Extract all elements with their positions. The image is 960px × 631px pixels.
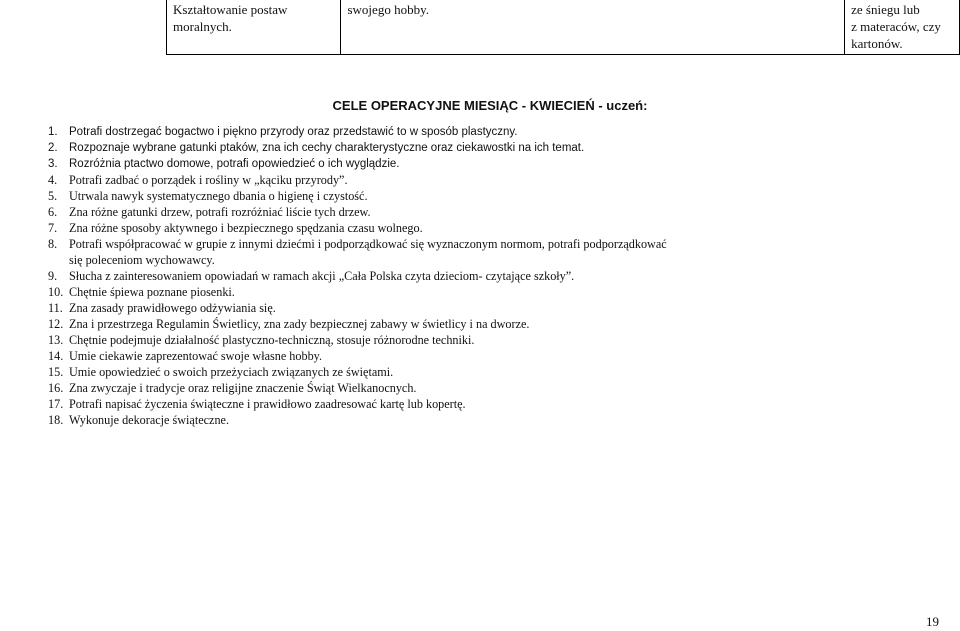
goal-item bbox=[48, 188, 667, 204]
goal-text: Zna różne gatunki drzew, potrafi rozróżniać liście tych drzew. bbox=[69, 205, 371, 219]
goal-item bbox=[48, 300, 667, 316]
goal-number: 13. bbox=[48, 333, 64, 347]
goal-item bbox=[48, 156, 667, 172]
goal-item bbox=[48, 220, 667, 236]
goal-text: Utrwala nawyk systematycznego dbania o higienę i czystość. bbox=[69, 189, 368, 203]
goal-text: Potrafi dostrzegać bogactwo i piękno przyrody oraz przedstawić to w sposób plastyczny. bbox=[69, 126, 518, 138]
goal-item bbox=[48, 412, 667, 428]
goal-number: 10. bbox=[48, 285, 64, 299]
goal-text: Chętnie podejmuje działalność plastyczno-techniczną, stosuje różnorodne techniki. bbox=[69, 333, 475, 347]
table-cell-3 bbox=[845, 0, 960, 55]
goal-number: 9. bbox=[48, 269, 58, 283]
goal-item bbox=[48, 252, 667, 268]
goal-text: Rozpoznaje wybrane gatunki ptaków, zna ich cechy charakterystyczne oraz ciekawostki na ich temat. bbox=[69, 142, 585, 154]
section-heading: CELE OPERACYJNE MIESIĄC - KWIECIEŃ - uczeń: bbox=[332, 98, 648, 113]
goal-number: 11. bbox=[48, 301, 63, 315]
goal-item bbox=[48, 140, 667, 156]
cell-text: z materaców, czy bbox=[851, 19, 941, 34]
table-cell-2 bbox=[341, 0, 845, 55]
goal-text: Zna różne sposoby aktywnego i bezpiecznego spędzania czasu wolnego. bbox=[69, 221, 423, 235]
goal-item bbox=[48, 284, 667, 300]
goals-list bbox=[48, 124, 667, 428]
goal-number: 2. bbox=[48, 142, 58, 154]
goal-item bbox=[48, 380, 667, 396]
cell-text: kartonów. bbox=[851, 36, 903, 51]
goal-text: Potrafi współpracować w grupie z innymi dziećmi i podporządkować się wyznaczonym normom, potrafi podporządkować bbox=[69, 237, 667, 251]
goal-item bbox=[48, 396, 667, 412]
goal-item bbox=[48, 348, 667, 364]
cell-text: ze śniegu lub bbox=[851, 2, 920, 17]
goal-number: 6. bbox=[48, 205, 58, 219]
goal-number: 12. bbox=[48, 317, 64, 331]
goal-text: Rozróżnia ptactwo domowe, potrafi opowiedzieć o ich wyglądzie. bbox=[69, 158, 400, 170]
goal-text: się poleceniom wychowawcy. bbox=[69, 253, 215, 267]
cell-text: moralnych. bbox=[173, 19, 232, 34]
goal-number: 3. bbox=[48, 158, 58, 170]
goal-text: Zna i przestrzega Regulamin Świetlicy, zna zady bezpiecznej zabawy w świetlicy i na dworze. bbox=[69, 317, 530, 331]
goal-item bbox=[48, 204, 667, 220]
cell-text: Kształtowanie postaw bbox=[173, 2, 288, 17]
goal-text: Potrafi zadbać o porządek i rośliny w „kąciku przyrody”. bbox=[69, 173, 348, 187]
goal-number: 7. bbox=[48, 221, 58, 235]
table-cell-1 bbox=[167, 0, 341, 55]
goal-item bbox=[48, 364, 667, 380]
goal-number: 17. bbox=[48, 397, 64, 411]
goal-number: 1. bbox=[48, 126, 58, 138]
goal-text: Umie opowiedzieć o swoich przeżyciach związanych ze świętami. bbox=[69, 365, 394, 379]
goal-text: Zna zwyczaje i tradycje oraz religijne znaczenie Świąt Wielkanocnych. bbox=[69, 381, 417, 395]
cell-text: swojego hobby. bbox=[347, 2, 429, 17]
goal-number: 5. bbox=[48, 189, 58, 203]
goal-number: 18. bbox=[48, 413, 64, 427]
goal-text: Słucha z zainteresowaniem opowiadań w ramach akcji „Cała Polska czyta dzieciom- czytające szkoły”. bbox=[69, 269, 575, 283]
goal-text: Zna zasady prawidłowego odżywiania się. bbox=[69, 301, 276, 315]
goal-item bbox=[48, 172, 667, 188]
goal-item bbox=[48, 316, 667, 332]
goal-item bbox=[48, 332, 667, 348]
goal-item bbox=[48, 268, 667, 284]
goal-text: Wykonuje dekoracje świąteczne. bbox=[69, 413, 229, 427]
goal-text: Umie ciekawie zaprezentować swoje własne hobby. bbox=[69, 349, 323, 363]
goal-text: Chętnie śpiewa poznane piosenki. bbox=[69, 285, 235, 299]
goal-number: 15. bbox=[48, 365, 64, 379]
goal-item bbox=[48, 124, 667, 140]
goal-number: 16. bbox=[48, 381, 64, 395]
goal-text: Potrafi napisać życzenia świąteczne i prawidłowo zaadresować kartę lub kopertę. bbox=[69, 397, 466, 411]
goal-number: 8. bbox=[48, 237, 58, 251]
activities-table bbox=[166, 0, 960, 55]
page-number: 19 bbox=[926, 614, 939, 629]
table-row bbox=[167, 0, 960, 55]
goal-item bbox=[48, 236, 667, 252]
goal-number: 4. bbox=[48, 173, 58, 187]
goal-number: 14. bbox=[48, 349, 64, 363]
